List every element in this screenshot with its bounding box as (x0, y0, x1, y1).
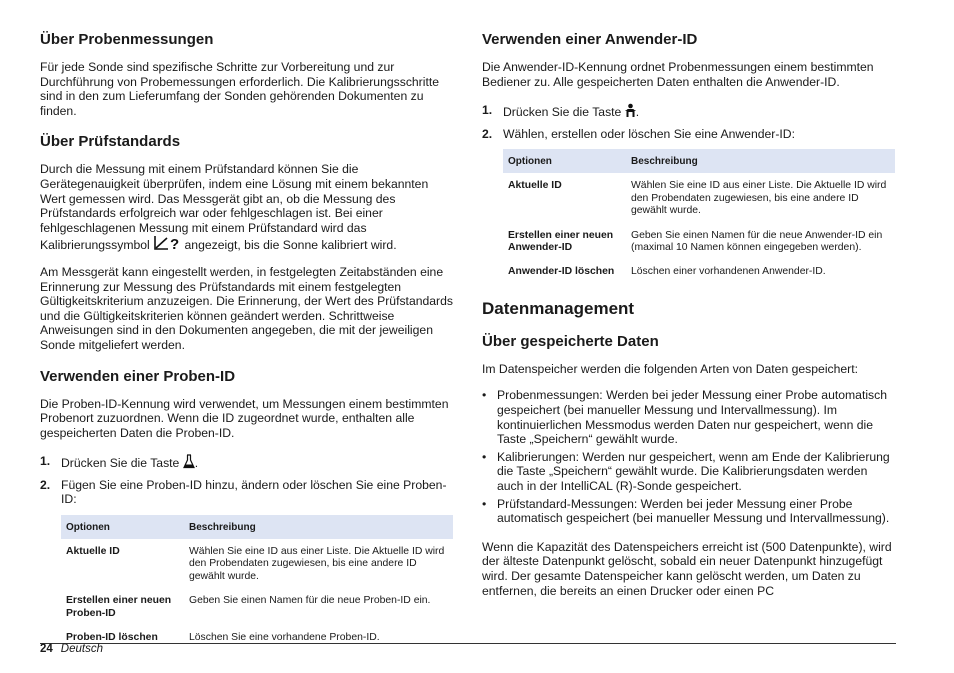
paragraph: Wenn die Kapazität des Datenspeichers erreicht ist (500 Datenpunkte), wird der älteste Datenpunkt gelöscht, sobald ein neuer Datenpunkt hinzugefügt wird. Der gesamte Datenspeicher kann gelöscht werden, um Daten zu entfernen, die bereits an einen Drucker oder einen PC (482, 539, 892, 598)
section-heading: Verwenden einer Proben-ID (40, 367, 236, 385)
table-cell: Wählen Sie eine ID aus einer Liste. Die Aktuelle ID wird den Probendaten zugewiesen, bis eine andere ID gewählt wurde. (631, 180, 887, 217)
table-row (503, 173, 895, 222)
section-anwender-id (482, 30, 896, 284)
table-cell: Proben-ID löschen (66, 632, 158, 644)
calibration-icon (153, 235, 181, 255)
section-heading: Über Probenmessungen (40, 31, 214, 48)
left-column (40, 30, 454, 664)
table-row (61, 539, 453, 588)
section-probenmessungen (40, 30, 454, 118)
table-header: Optionen (61, 515, 184, 539)
table-row (61, 588, 453, 625)
table-cell: Anwender-ID löschen (508, 266, 615, 278)
paragraph: Im Datenspeicher werden die folgenden Arten von Daten gespeichert: (482, 361, 859, 376)
chapter-heading: Datenmanagement (482, 298, 635, 318)
list-item: • Probenmessungen: Werden bei jeder Messung einer Probe automatisch gespeichert (bei manueller Messung und Intervallmessung). Im kontinuierlichen Messmodus werden Daten nur gespeichert, wenn die Taste „Speichern“ gewählt wurde. (482, 388, 896, 446)
paragraph: Am Messgerät kann eingestellt werden, in festgelegten Zeitabständen eine Erinnerung zur Messung des Prüfstandards mit einem festgelegten Gültigkeitskriterium anzuzeigen. Die Erinnerung, der Wert des Prüfstandards und die Gültigkeitskriterien können geändert werden. Schrittweise Anweisungen sind in den Dokumenten angegeben, die mit der jeweiligen Sonde mitgeliefert werden. (40, 264, 453, 352)
section-proben-id (40, 367, 454, 650)
user-icon (625, 103, 636, 122)
footer-language: Deutsch (60, 643, 103, 655)
table-row (503, 259, 895, 283)
table-header: Optionen (503, 149, 626, 173)
table-row (61, 625, 453, 649)
table-cell: Geben Sie einen Namen für die neue Anwender-ID ein (maximal 10 Namen können eingegeben werden). (631, 229, 883, 253)
section-pruefstandards (40, 132, 454, 352)
bullet-list (482, 388, 896, 525)
table-header-row (503, 149, 895, 173)
paragraph: Die Proben-ID-Kennung wird verwendet, um Messungen einem bestimmten Probenort zuzuordnen. Wenn die ID zugeordnet wurde, enthalten alle gespeicherten Daten die Proben-ID. (40, 396, 449, 440)
paragraph-text: angezeigt, bis die Sonne kalibriert wird. (184, 238, 397, 253)
paragraph-text: Durch die Messung mit einem Prüfstandard können Sie die Gerätegenauigkeit überprüfen, indem eine Lösung mit einem bekannten Wert gemessen wird. Das Messgerät gibt an, ob die Messung des Prüfstandards erfolgreich war oder fehlgeschlagen ist. Bei einer fehlgeschlagenen Messung mit einem Prüfstandard wird das Kalibrierungssymbol (40, 162, 429, 253)
steps-list (40, 454, 454, 507)
step: 2. Fügen Sie eine Proben-ID hinzu, ändern oder löschen Sie eine Proben-ID: (40, 477, 447, 507)
list-item: • Prüfstandard-Messungen: Werden bei jeder Messung einer Probe automatisch gespeichert (bei manueller Messung und Intervallmessung). (482, 497, 896, 526)
table-cell: Erstellen einer neuen Proben-ID (66, 595, 172, 619)
step: 1. Drücken Sie die Taste . (482, 103, 896, 122)
footer-divider (40, 643, 896, 644)
table-row (503, 223, 895, 260)
step: 1. Drücken Sie die Taste . (40, 454, 454, 473)
paragraph: Die Anwender-ID-Kennung ordnet Probenmessungen einem bestimmten Bediener zu. Alle gespeicherten Daten enthalten die Anwender-ID. (482, 60, 874, 89)
table-cell: Aktuelle ID (66, 546, 120, 558)
svg-text:?: ? (170, 236, 180, 252)
table-cell: Löschen Sie eine vorhandene Proben-ID. (189, 632, 380, 644)
page-number: 24 (40, 643, 53, 655)
right-column (482, 30, 896, 612)
list-item: • Kalibrierungen: Werden nur gespeichert, wenn am Ende der Kalibrierung die Taste „Speichern“ gewählt wurde. Die Kalibrierungsdaten werden auch in der IntelliCAL (R)-Sonde gespeichert. (482, 450, 896, 494)
table-cell: Geben Sie einen Namen für die neue Proben-ID ein. (189, 595, 431, 607)
table-cell: Wählen Sie eine ID aus einer Liste. Die Aktuelle ID wird den Probendaten zugewiesen, bis eine andere ID gewählt wurde. (189, 546, 445, 582)
table-header-row (61, 515, 453, 539)
table-cell: Löschen einer vorhandenen Anwender-ID. (631, 266, 826, 278)
section-datenmanagement (482, 298, 896, 598)
paragraph: Für jede Sonde sind spezifische Schritte zur Vorbereitung und zur Durchführung von Probemessungen erforderlich. Die Kalibrierungsschritte sind in den zum Lieferumfang der Sonden gehörenden Dokumenten zu finden. (40, 60, 440, 118)
page-footer (40, 643, 103, 655)
table-cell: Erstellen einer neuen Anwender-ID (508, 229, 614, 253)
section-heading: Über Prüfstandards (40, 133, 181, 151)
steps-list (482, 103, 896, 141)
section-heading: Verwenden einer Anwender-ID (482, 31, 698, 48)
flask-icon (183, 454, 195, 473)
options-table (503, 149, 895, 283)
table-header: Beschreibung (184, 515, 453, 539)
table-header: Beschreibung (626, 149, 895, 173)
section-heading: Über gespeicherte Daten (482, 332, 659, 350)
step: 2. Wählen, erstellen oder löschen Sie eine Anwender-ID: (482, 126, 795, 141)
options-table (61, 515, 453, 649)
paragraph (40, 162, 454, 255)
table-cell: Aktuelle ID (508, 180, 562, 192)
